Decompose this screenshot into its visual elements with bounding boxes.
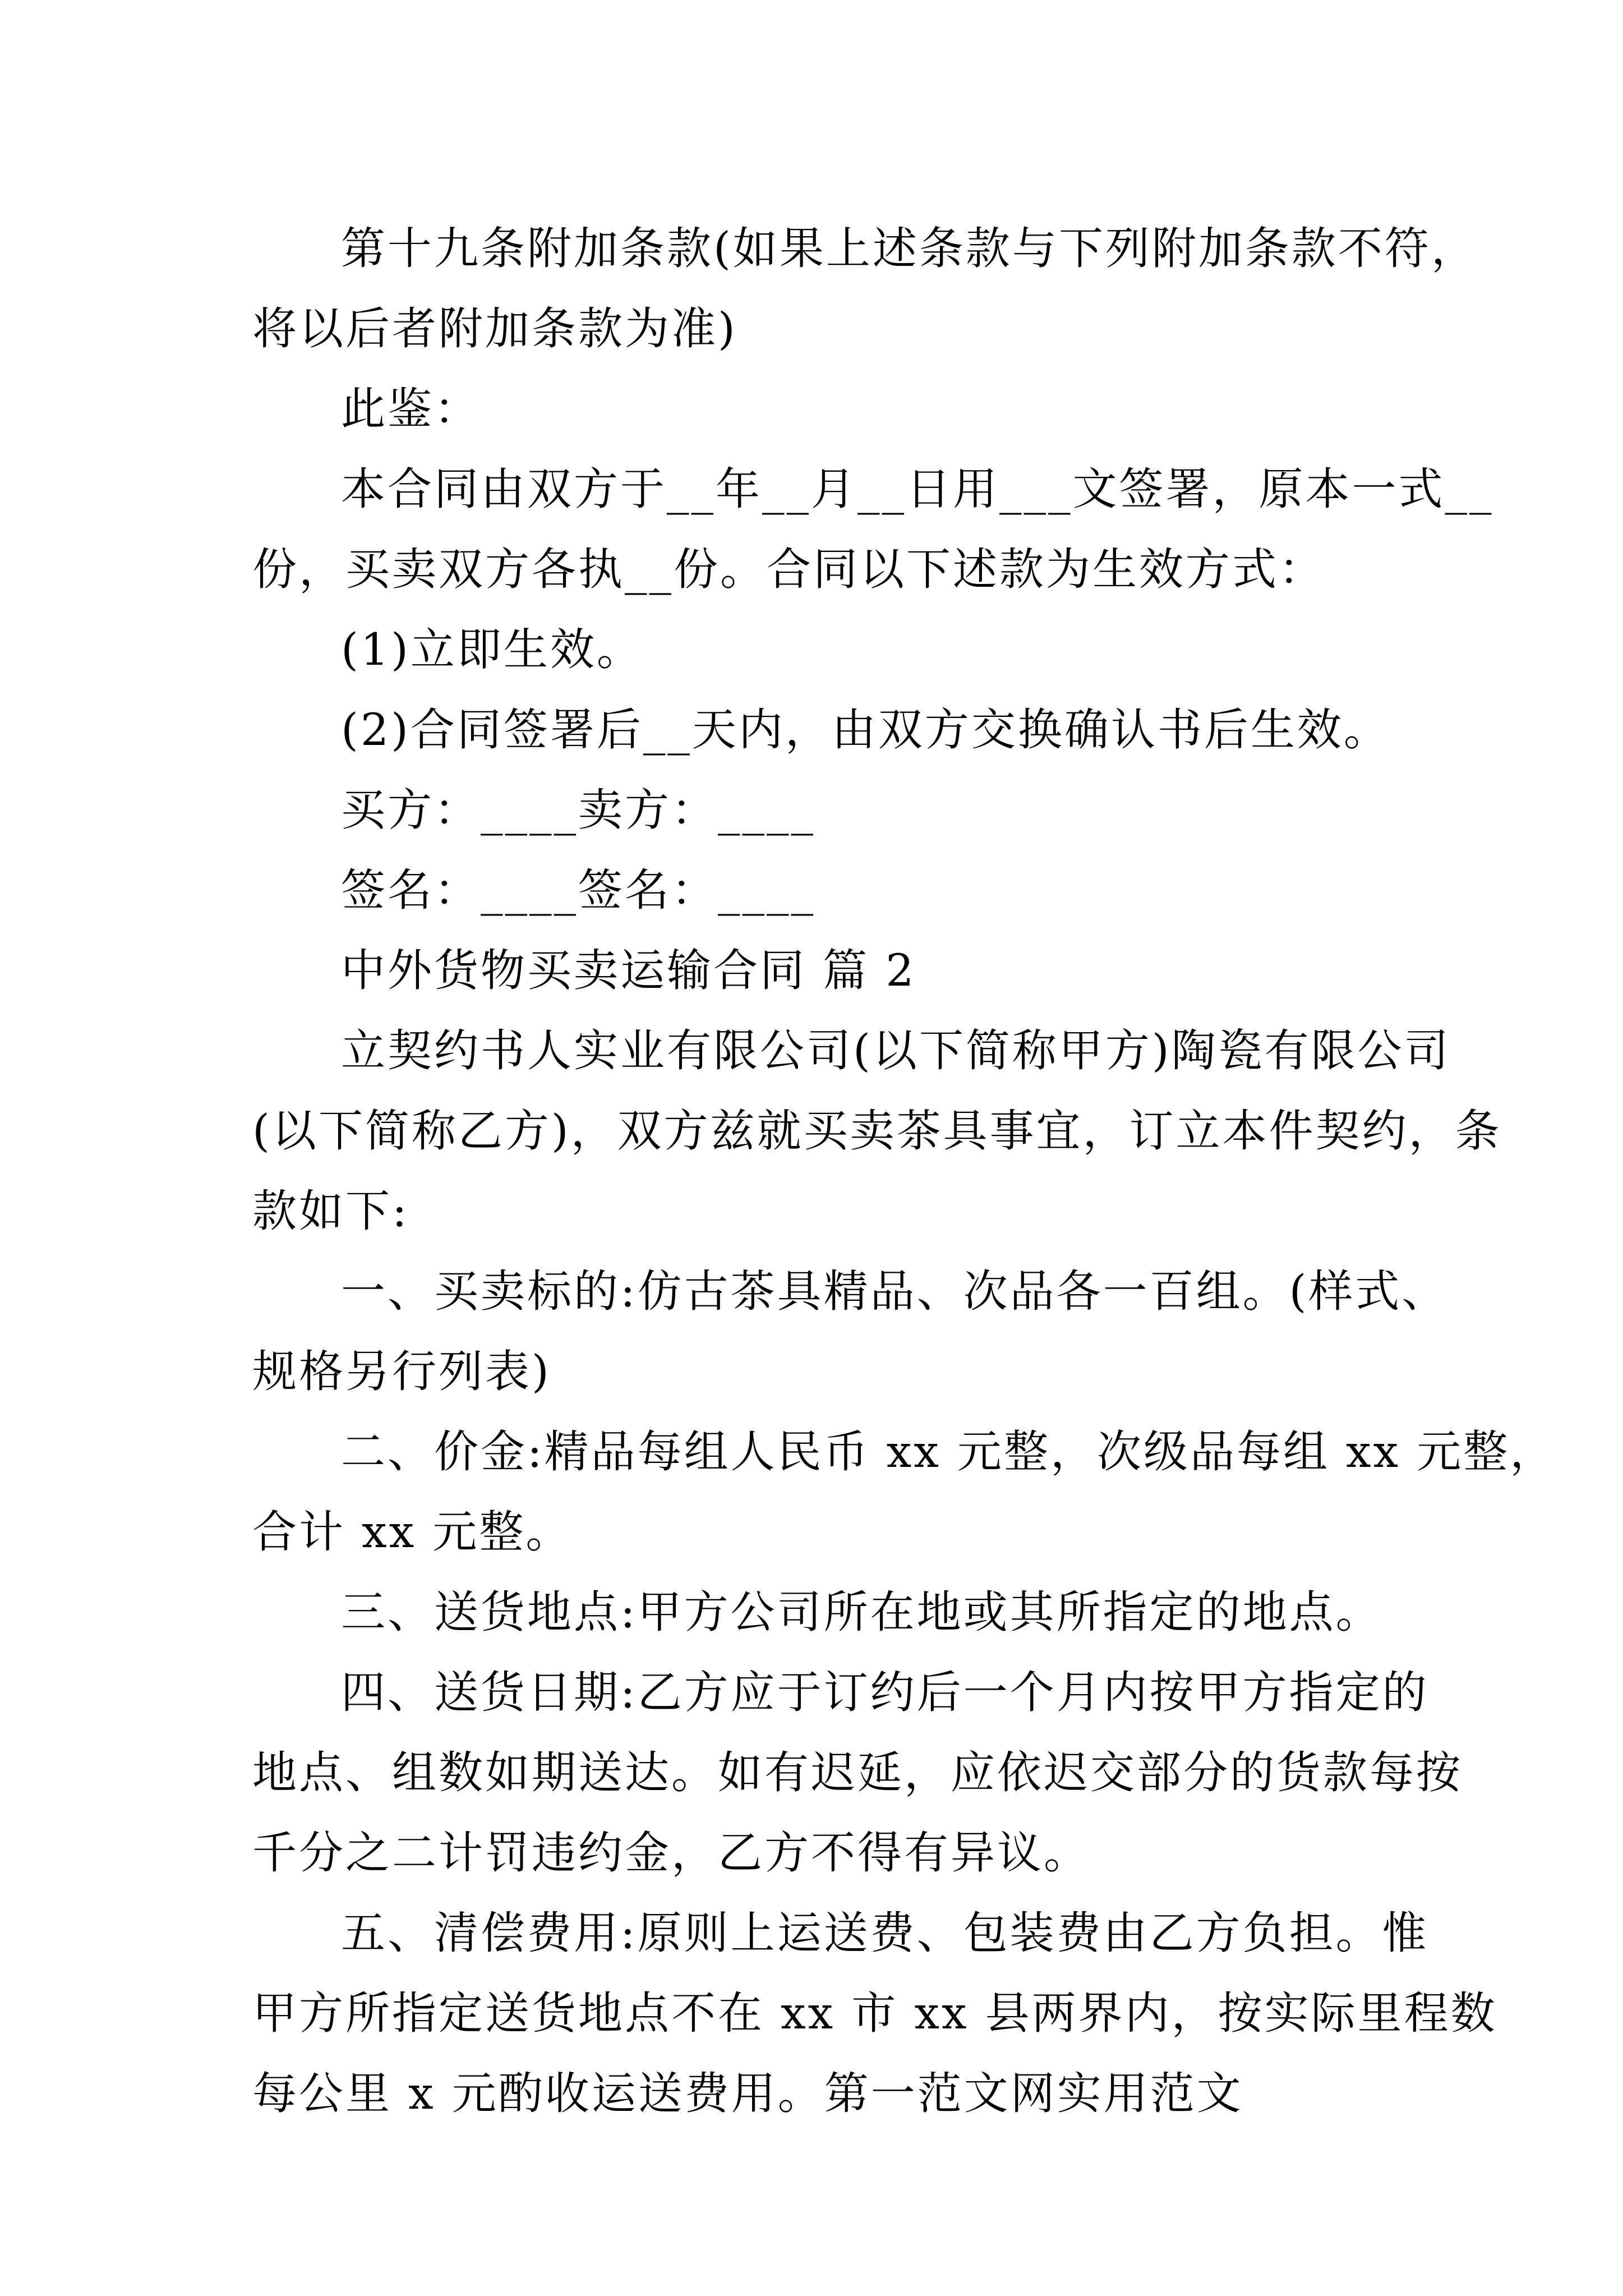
text-line: 二、价金:精品每组人民币 xx 元整，次级品每组 xx 元整，: [341, 1426, 1557, 1478]
text-line: 规格另行列表): [252, 1346, 551, 1397]
text-line: 甲方所指定送货地点不在 xx 市 xx 县两界内，按实际里程数: [252, 1987, 1497, 2039]
text-line: 四、送货日期:乙方应于订约后一个月内按甲方指定的: [341, 1667, 1429, 1718]
text-line: 份，买卖双方各执__份。合同以下述款为生效方式：: [252, 544, 1325, 595]
text-line: 第十九条附加条款(如果上述条款与下列附加条款不符，: [341, 223, 1478, 274]
text-line: 五、清偿费用:原则上运送费、包装费由乙方负担。惟: [341, 1907, 1429, 1959]
text-line: 款如下:: [252, 1185, 409, 1237]
text-line: 千分之二计罚违约金，乙方不得有异议。: [252, 1827, 1090, 1879]
text-line: 每公里 x 元酌收运送费用。第一范文网实用范文: [252, 2068, 1243, 2119]
text-line: 一、买卖标的:仿古茶具精品、次品各一百组。(样式、: [341, 1266, 1449, 1317]
text-line: (2)合同签署后__天内，由双方交换确认书后生效。: [341, 704, 1390, 756]
text-line: 签名：____签名：____: [341, 864, 815, 916]
text-line: (1)立即生效。: [341, 624, 643, 675]
section-heading: 中外货物买卖运输合同 篇 2: [341, 945, 916, 996]
text-line: 将以后者附加条款为准): [252, 303, 737, 355]
text-line: 此鉴：: [341, 383, 481, 435]
text-line: 本合同由双方于__年__月__日用___文签署，原本一式__: [341, 463, 1494, 515]
text-line: 三、送货地点:甲方公司所在地或其所指定的地点。: [341, 1586, 1382, 1638]
text-line: 地点、组数如期送达。如有迟延，应依迟交部分的货款每按: [252, 1747, 1463, 1798]
text-line: 立契约书人实业有限公司(以下简称甲方)陶瓷有限公司: [341, 1025, 1451, 1076]
text-line: 合计 xx 元整。: [252, 1506, 573, 1558]
text-line: 买方：____卖方：____: [341, 784, 815, 836]
text-line: (以下简称乙方)，双方兹就买卖茶具事宜，订立本件契约，条: [252, 1105, 1502, 1157]
document-body: [252, 209, 1557, 2134]
